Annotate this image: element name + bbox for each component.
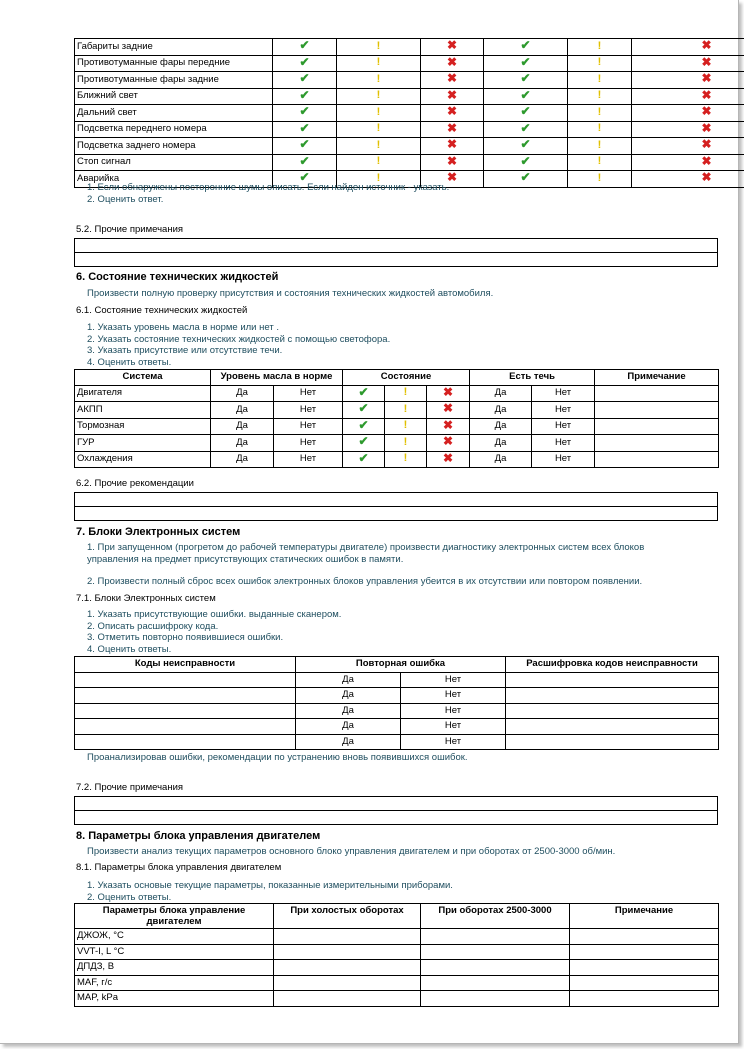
check-icon: ✔: [520, 88, 531, 102]
notes-6-2-row[interactable]: [75, 507, 718, 521]
check-icon: ✔: [299, 137, 310, 151]
params-row: [75, 929, 719, 945]
cross-icon: ✖: [446, 88, 458, 102]
s6-list-2: 2. Указать состояние технических жидкостей с помощью светофора.: [87, 333, 391, 345]
oil-no-cell[interactable]: Нет: [274, 451, 343, 468]
fluids-system-label: Тормозная: [75, 418, 211, 435]
status-cell-ok[interactable]: [343, 402, 385, 419]
lights-row-label: Подсветка заднего номера: [75, 138, 273, 155]
param-label: MAP, kPa: [75, 991, 274, 1007]
cross-icon: ✖: [446, 121, 458, 135]
check-icon: ✔: [299, 55, 310, 69]
param-rpm-cell[interactable]: [421, 960, 570, 976]
status-cell-ok[interactable]: [273, 55, 337, 72]
status-cell-warn[interactable]: [337, 72, 421, 89]
oil-yes-cell[interactable]: Да: [211, 418, 274, 435]
exclamation-icon: !: [597, 122, 602, 134]
status-cell-ok[interactable]: [343, 418, 385, 435]
notes-7-2-row[interactable]: [75, 797, 718, 811]
oil-yes-cell[interactable]: Да: [211, 385, 274, 402]
exclamation-icon: !: [376, 56, 381, 68]
lights-row-label: Габариты задние: [75, 39, 273, 56]
codes-row: [75, 672, 719, 688]
exclamation-icon: !: [403, 386, 408, 398]
status-cell-bad[interactable]: [421, 55, 484, 72]
exclamation-icon: !: [376, 105, 381, 118]
fluids-header-oil-level: Уровень масла в норме: [211, 370, 343, 386]
status-cell-bad[interactable]: [632, 72, 744, 89]
leak-yes-cell[interactable]: Да: [470, 418, 532, 435]
s7-paragraph-2: 2. Произвести полный сброс всех ошибок электронных блоков управления убеится в их отсутствии или повтором появлении.: [87, 576, 643, 587]
section-6-title: 6. Состояние технических жидкостей: [76, 271, 279, 283]
status-cell-ok[interactable]: [484, 138, 568, 155]
section-6-1-title: 6.1. Состояние технических жидкостей: [76, 305, 248, 316]
cross-icon: ✖: [446, 104, 458, 118]
check-icon: ✔: [520, 170, 531, 184]
exclamation-icon: !: [597, 56, 602, 68]
params-header-rpm: При оборотах 2500-3000: [421, 904, 570, 929]
exclamation-icon: !: [597, 39, 602, 52]
lights-note-1: 1. Если обнаружены посторонние шумы описать. Если найден источник - указать.: [87, 182, 450, 193]
repeat-yes-cell[interactable]: Да: [296, 672, 401, 688]
exclamation-icon: !: [376, 89, 381, 101]
status-cell-ok[interactable]: [484, 105, 568, 122]
codes-header-decode: Расшифровка кодов неисправности: [506, 657, 719, 673]
status-cell-bad[interactable]: [427, 402, 470, 419]
cross-icon: ✖: [442, 418, 454, 432]
status-cell-bad[interactable]: [632, 171, 744, 188]
oil-no-cell[interactable]: Нет: [274, 435, 343, 452]
status-cell-warn[interactable]: [337, 55, 421, 72]
cross-icon: ✖: [446, 38, 458, 52]
codes-row: [75, 734, 719, 750]
repeat-yes-cell[interactable]: Да: [296, 688, 401, 704]
fluids-row: [75, 451, 719, 468]
codes-row: [75, 688, 719, 704]
status-cell-bad[interactable]: [421, 154, 484, 171]
cross-icon: ✖: [446, 71, 458, 85]
check-icon: ✔: [299, 71, 310, 85]
repeat-no-cell[interactable]: Нет: [401, 734, 506, 750]
status-cell-ok[interactable]: [273, 121, 337, 138]
exclamation-icon: !: [376, 72, 381, 85]
leak-yes-cell[interactable]: Да: [470, 402, 532, 419]
repeat-no-cell[interactable]: Нет: [401, 719, 506, 735]
check-icon: ✔: [358, 451, 369, 465]
cross-icon: ✖: [442, 385, 454, 399]
exclamation-icon: !: [376, 155, 381, 167]
cross-icon: ✖: [701, 38, 712, 52]
param-note-cell[interactable]: [570, 944, 719, 960]
cross-icon: ✖: [446, 137, 458, 151]
params-row: [75, 975, 719, 991]
lights-row-label: Стоп сигнал: [75, 154, 273, 171]
cross-icon: ✖: [701, 55, 712, 69]
status-cell-warn[interactable]: [337, 121, 421, 138]
notes-5-2-row[interactable]: [75, 253, 718, 267]
check-icon: ✔: [299, 88, 310, 102]
code-cell[interactable]: [75, 688, 296, 704]
oil-no-cell[interactable]: Нет: [274, 418, 343, 435]
param-label: MAF, г/с: [75, 975, 274, 991]
status-cell-ok[interactable]: [343, 451, 385, 468]
leak-no-cell[interactable]: Нет: [532, 385, 595, 402]
check-icon: ✔: [299, 121, 310, 135]
status-cell-ok[interactable]: [484, 154, 568, 171]
status-cell-bad[interactable]: [421, 39, 484, 56]
codes-header-repeat: Повторная ошибка: [296, 657, 506, 673]
lights-table: [74, 38, 744, 188]
cross-icon: ✖: [701, 88, 712, 102]
check-icon: ✔: [520, 55, 531, 69]
status-cell-bad[interactable]: [632, 105, 744, 122]
code-cell[interactable]: [75, 719, 296, 735]
status-cell-ok[interactable]: [273, 105, 337, 122]
lights-row: [75, 121, 744, 138]
check-icon: ✔: [520, 154, 531, 168]
cross-icon: ✖: [442, 451, 454, 465]
check-icon: ✔: [299, 104, 310, 118]
cross-icon: ✖: [442, 434, 454, 448]
oil-yes-cell[interactable]: Да: [211, 402, 274, 419]
lights-row: [75, 154, 744, 171]
status-cell-ok[interactable]: [484, 171, 568, 188]
status-cell-bad[interactable]: [427, 451, 470, 468]
leak-no-cell[interactable]: Нет: [532, 418, 595, 435]
section-7-2-title: 7.2. Прочие примечания: [76, 782, 184, 793]
fluids-header-condition: Состояние: [343, 370, 470, 386]
status-cell-ok[interactable]: [484, 72, 568, 89]
status-cell-bad[interactable]: [421, 88, 484, 105]
param-note-cell[interactable]: [570, 975, 719, 991]
fluids-note-cell[interactable]: [595, 451, 719, 468]
status-cell-warn[interactable]: [568, 55, 632, 72]
cross-icon: ✖: [701, 170, 712, 184]
exclamation-icon: !: [376, 138, 381, 151]
fluids-table: [74, 369, 719, 468]
oil-yes-cell[interactable]: Да: [211, 451, 274, 468]
params-row: [75, 960, 719, 976]
exclamation-icon: !: [597, 138, 602, 151]
check-icon: ✔: [299, 38, 310, 52]
s7-list-3: 3. Отметить повторно появившиеся ошибки.: [87, 632, 284, 643]
repeat-no-cell[interactable]: Нет: [401, 672, 506, 688]
exclamation-icon: !: [597, 72, 602, 85]
section-7-title: 7. Блоки Электронных систем: [76, 526, 241, 538]
notes-5-2-row[interactable]: [75, 239, 718, 253]
status-cell-ok[interactable]: [484, 88, 568, 105]
param-label: ДПДЗ, В: [75, 960, 274, 976]
check-icon: ✔: [299, 154, 310, 168]
fluids-header-note: Примечание: [595, 370, 719, 386]
cross-icon: ✖: [442, 401, 454, 415]
section-8-1-title: 8.1. Параметры блока управления двигателем: [76, 862, 282, 873]
decode-cell[interactable]: [506, 672, 719, 688]
fluids-header-leak: Есть течь: [470, 370, 595, 386]
lights-row: [75, 55, 744, 72]
status-cell-ok[interactable]: [484, 121, 568, 138]
exclamation-icon: !: [597, 105, 602, 118]
leak-yes-cell[interactable]: Да: [470, 435, 532, 452]
cross-icon: ✖: [446, 154, 458, 168]
s8-list-2: 2. Оценить ответы.: [87, 891, 172, 903]
status-cell-bad[interactable]: [427, 418, 470, 435]
status-cell-warn[interactable]: [568, 154, 632, 171]
status-cell-bad[interactable]: [421, 121, 484, 138]
fluids-note-cell[interactable]: [595, 418, 719, 435]
lights-row-label: Противотуманные фары передние: [75, 55, 273, 72]
cross-icon: ✖: [701, 71, 712, 85]
exclamation-icon: !: [597, 155, 602, 167]
notes-7-2-row[interactable]: [75, 811, 718, 825]
fluids-system-label: Двигателя: [75, 385, 211, 402]
param-rpm-cell[interactable]: [421, 975, 570, 991]
code-cell[interactable]: [75, 734, 296, 750]
status-cell-bad[interactable]: [421, 138, 484, 155]
status-cell-ok[interactable]: [273, 154, 337, 171]
status-cell-bad[interactable]: [632, 55, 744, 72]
check-icon: ✔: [358, 418, 369, 432]
param-label: ДЖОЖ, °C: [75, 929, 274, 945]
leak-yes-cell[interactable]: Да: [470, 385, 532, 402]
code-cell[interactable]: [75, 672, 296, 688]
lights-row: [75, 39, 744, 56]
status-cell-warn[interactable]: [385, 385, 427, 402]
status-cell-ok[interactable]: [484, 55, 568, 72]
cross-icon: ✖: [446, 170, 458, 184]
exclamation-icon: !: [403, 419, 408, 431]
check-icon: ✔: [358, 401, 369, 415]
leak-no-cell[interactable]: Нет: [532, 451, 595, 468]
status-cell-warn[interactable]: [337, 105, 421, 122]
s7-after-text: Проанализировав ошибки, рекомендации по устранению вновь появившихся ошибок.: [87, 752, 468, 763]
status-cell-warn[interactable]: [385, 418, 427, 435]
section-8-title: 8. Параметры блока управления двигателем: [76, 830, 321, 842]
status-cell-ok[interactable]: [343, 435, 385, 452]
lights-row-label: Подсветка переднего номера: [75, 121, 273, 138]
check-icon: ✔: [520, 121, 531, 135]
notes-5-2-table: [74, 238, 718, 267]
exclamation-icon: !: [376, 122, 381, 134]
param-idle-cell[interactable]: [274, 975, 421, 991]
s8-list-1: 1. Указать основые текущие параметры, показанные измерительными приборами.: [87, 880, 453, 891]
param-idle-cell[interactable]: [274, 960, 421, 976]
fluids-note-cell[interactable]: [595, 385, 719, 402]
cross-icon: ✖: [446, 55, 458, 69]
s7-list-2: 2. Описать расшифроку кода.: [87, 620, 219, 632]
check-icon: ✔: [520, 71, 531, 85]
check-icon: ✔: [358, 385, 369, 399]
lights-row: [75, 72, 744, 89]
status-cell-warn[interactable]: [337, 138, 421, 155]
status-cell-ok[interactable]: [273, 72, 337, 89]
status-cell-bad[interactable]: [632, 121, 744, 138]
lights-row-label: Дальний свет: [75, 105, 273, 122]
params-header-idle: При холостых оборотах: [274, 904, 421, 929]
lights-row: [75, 88, 744, 105]
exclamation-icon: !: [403, 452, 408, 464]
cross-icon: ✖: [701, 104, 712, 118]
leak-yes-cell[interactable]: Да: [470, 451, 532, 468]
error-codes-table: [74, 656, 719, 750]
repeat-yes-cell[interactable]: Да: [296, 703, 401, 719]
param-note-cell[interactable]: [570, 960, 719, 976]
status-cell-ok[interactable]: [273, 39, 337, 56]
check-icon: ✔: [520, 104, 531, 118]
status-cell-ok[interactable]: [484, 39, 568, 56]
s6-list-1: 1. Указать уровень масла в норме или нет .: [87, 322, 279, 333]
param-rpm-cell[interactable]: [421, 944, 570, 960]
exclamation-icon: !: [403, 435, 408, 448]
status-cell-bad[interactable]: [632, 88, 744, 105]
status-cell-bad[interactable]: [421, 72, 484, 89]
section-6-desc: Произвести полную проверку присутствия и состояния технических жидкостей автомобиля.: [87, 288, 494, 299]
section-7-1-title: 7.1. Блоки Электронных систем: [76, 593, 216, 604]
lights-row-label: Ближний свет: [75, 88, 273, 105]
params-row: [75, 991, 719, 1007]
lights-row: [75, 105, 744, 122]
decode-cell[interactable]: [506, 719, 719, 735]
status-cell-bad[interactable]: [632, 138, 744, 155]
leak-no-cell[interactable]: Нет: [532, 435, 595, 452]
fluids-row: [75, 385, 719, 402]
status-cell-warn[interactable]: [568, 121, 632, 138]
cross-icon: ✖: [701, 154, 712, 168]
oil-yes-cell[interactable]: Да: [211, 435, 274, 452]
lights-row: [75, 138, 744, 155]
s7-list-4: 4. Оценить ответы.: [87, 643, 172, 655]
s7-list-1: 1. Указать присутствующие ошибки. выданные сканером.: [87, 609, 342, 620]
status-cell-bad[interactable]: [427, 435, 470, 452]
codes-header-codes: Коды неисправности: [75, 657, 296, 673]
lights-note-2: 2. Оценить ответ.: [87, 194, 164, 205]
status-cell-warn[interactable]: [568, 138, 632, 155]
fluids-row: [75, 402, 719, 419]
s6-list-4: 4. Оценить ответы.: [87, 356, 172, 368]
repeat-yes-cell[interactable]: Да: [296, 734, 401, 750]
status-cell-warn[interactable]: [337, 154, 421, 171]
exclamation-icon: !: [403, 402, 408, 415]
notes-6-2-row[interactable]: [75, 493, 718, 507]
check-icon: ✔: [299, 170, 310, 184]
param-note-cell[interactable]: [570, 929, 719, 945]
engine-params-table: [74, 903, 719, 1007]
section-5-2-title: 5.2. Прочие примечания: [76, 224, 184, 235]
status-cell-warn[interactable]: [337, 39, 421, 56]
params-header-name: Параметры блока управление двигателем: [75, 904, 274, 929]
param-note-cell[interactable]: [570, 991, 719, 1007]
status-cell-warn[interactable]: [568, 72, 632, 89]
exclamation-icon: !: [376, 171, 381, 184]
notes-7-2-table: [74, 796, 718, 825]
section-8-desc: Произвести анализ текущих параметров основного блоко управления двигателем и при оборотах от 2500-3000 об/мин.: [87, 846, 616, 857]
status-cell-warn[interactable]: [337, 88, 421, 105]
cross-icon: ✖: [701, 121, 712, 135]
status-cell-warn[interactable]: [568, 171, 632, 188]
cross-icon: ✖: [701, 137, 712, 151]
status-cell-warn[interactable]: [385, 435, 427, 452]
status-cell-warn[interactable]: [385, 402, 427, 419]
code-cell[interactable]: [75, 703, 296, 719]
fluids-system-label: АКПП: [75, 402, 211, 419]
exclamation-icon: !: [597, 89, 602, 101]
fluids-system-label: ГУР: [75, 435, 211, 452]
status-cell-warn[interactable]: [568, 105, 632, 122]
s7-paragraph-1a: 1. При запущенном (прогретом до рабочей температуры двигателе) произвести диагностику электронных систем всех блоков: [87, 542, 645, 553]
s6-list-3: 3. Указать присутствие или отсутствие течи.: [87, 345, 283, 356]
exclamation-icon: !: [376, 39, 381, 52]
param-idle-cell[interactable]: [274, 944, 421, 960]
param-idle-cell[interactable]: [274, 929, 421, 945]
fluids-row: [75, 418, 719, 435]
decode-cell[interactable]: [506, 703, 719, 719]
leak-no-cell[interactable]: Нет: [532, 402, 595, 419]
status-cell-bad[interactable]: [421, 105, 484, 122]
status-cell-ok[interactable]: [343, 385, 385, 402]
fluids-header-system: Система: [75, 370, 211, 386]
status-cell-warn[interactable]: [568, 88, 632, 105]
section-6-2-title: 6.2. Прочие рекомендации: [76, 478, 194, 489]
status-cell-warn[interactable]: [385, 451, 427, 468]
fluids-system-label: Охлаждения: [75, 451, 211, 468]
oil-no-cell[interactable]: Нет: [274, 385, 343, 402]
status-cell-warn[interactable]: [568, 39, 632, 56]
fluids-note-cell[interactable]: [595, 435, 719, 452]
param-label: VVT-I, L °C: [75, 944, 274, 960]
codes-row: [75, 719, 719, 735]
status-cell-ok[interactable]: [273, 138, 337, 155]
check-icon: ✔: [520, 137, 531, 151]
lights-row-label: Противотуманные фары задние: [75, 72, 273, 89]
status-cell-ok[interactable]: [273, 88, 337, 105]
codes-row: [75, 703, 719, 719]
param-rpm-cell[interactable]: [421, 929, 570, 945]
fluids-row: [75, 435, 719, 452]
repeat-no-cell[interactable]: Нет: [401, 688, 506, 704]
oil-no-cell[interactable]: Нет: [274, 402, 343, 419]
check-icon: ✔: [358, 434, 369, 448]
repeat-no-cell[interactable]: Нет: [401, 703, 506, 719]
param-idle-cell[interactable]: [274, 991, 421, 1007]
repeat-yes-cell[interactable]: Да: [296, 719, 401, 735]
status-cell-bad[interactable]: [632, 39, 744, 56]
params-row: [75, 944, 719, 960]
decode-cell[interactable]: [506, 688, 719, 704]
fluids-note-cell[interactable]: [595, 402, 719, 419]
status-cell-bad[interactable]: [427, 385, 470, 402]
notes-6-2-table: [74, 492, 718, 521]
status-cell-bad[interactable]: [632, 154, 744, 171]
s7-paragraph-1b: управления на предмет присутствующих статических ошибок в памяти.: [87, 553, 404, 565]
param-rpm-cell[interactable]: [421, 991, 570, 1007]
exclamation-icon: !: [597, 171, 602, 184]
params-header-note: Примечание: [570, 904, 719, 929]
check-icon: ✔: [520, 38, 531, 52]
decode-cell[interactable]: [506, 734, 719, 750]
lights-row-label: Аварийка: [75, 171, 273, 188]
